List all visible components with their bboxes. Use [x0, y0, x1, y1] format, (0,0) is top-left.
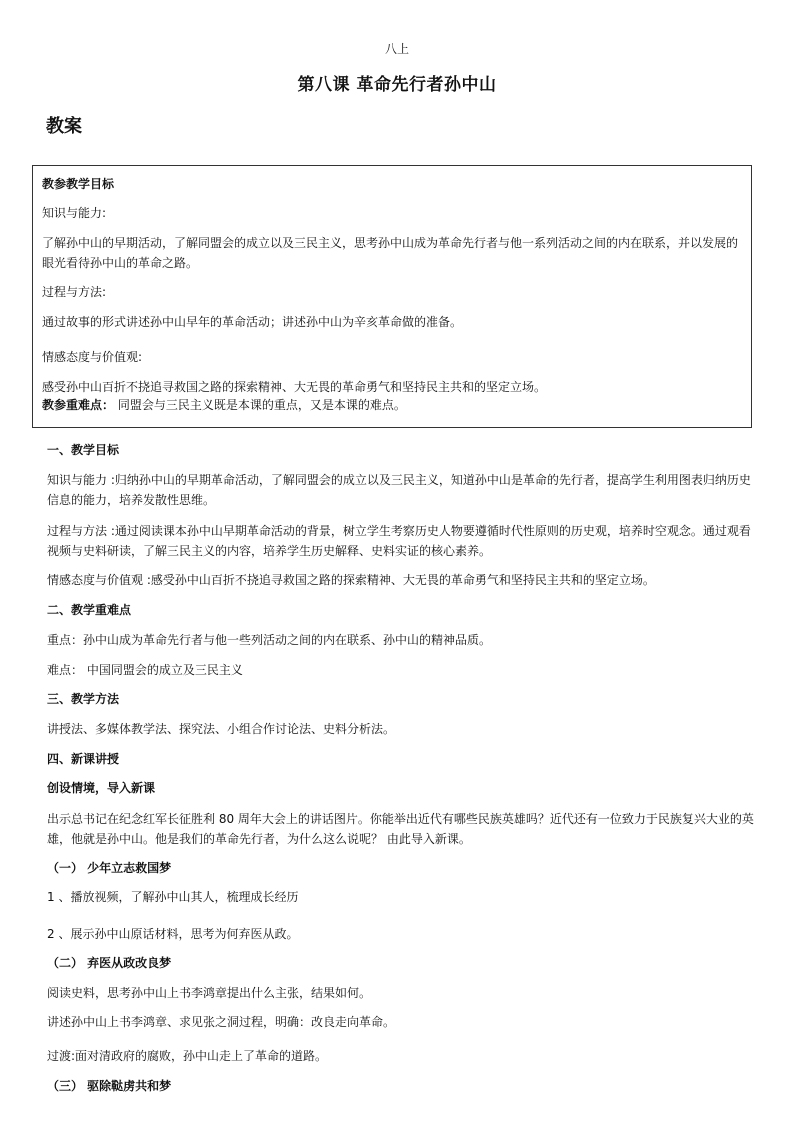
emotion-text: 感受孙中山百折不挠追寻救国之路的探索精神、大无畏的革命勇气和坚持民主共和的坚定立场。 — [42, 380, 547, 394]
part1-heading: （一） 少年立志救国梦 — [47, 861, 172, 875]
process-label: 过程与方法: — [42, 285, 107, 299]
keypoints-line — [42, 396, 406, 414]
page-title: 第八课 革命先行者孙中山 — [297, 75, 497, 95]
emotion-label: 情感态度与价值观: — [42, 350, 143, 364]
section-heading-objectives: 一、教学目标 — [47, 443, 120, 457]
reference-objectives-box — [32, 165, 752, 428]
part2-text-1: 阅读史料，思考孙中山上书李鸿章提出什么主张，结果如何。 — [47, 986, 372, 1000]
keypoints-label: 教参重难点： — [42, 398, 115, 412]
difficult-point: 难点： 中国同盟会的成立及三民主义 — [47, 663, 243, 677]
box-heading: 教参教学目标 — [42, 177, 115, 191]
part2-transition: 过渡:面对清政府的腐败，孙中山走上了革命的道路。 — [47, 1049, 328, 1063]
section-heading-keypoints: 二、教学重难点 — [47, 603, 132, 617]
document-type: 教案 — [46, 116, 82, 137]
objective-knowledge: 知识与能力 :归纳孙中山的早期革命活动，了解同盟会的成立以及三民主义，知道孙中山是革命的先行者，提高学生利用图表归纳历史信息的能力，培养发散性思维。 — [47, 473, 751, 507]
process-text: 通过故事的形式讲述孙中山早年的革命活动；讲述孙中山为辛亥革命做的准备。 — [42, 315, 463, 329]
part1-item-2: 2 、展示孙中山原话材料，思考为何弃医从政。 — [47, 927, 299, 941]
part2-heading: （二） 弃医从政改良梦 — [47, 956, 172, 970]
part3-heading: （三） 驱除鞑虏共和梦 — [47, 1079, 172, 1093]
knowledge-label: 知识与能力: — [42, 206, 107, 220]
intro-text: 出示总书记在纪念红军长征胜利 80 周年大会上的讲话图片。你能举出近代有哪些民族英雄吗？近代还有一位致力于民族复兴大业的英雄，他就是孙中山。他是我们的革命先行者，为什么这么说呢？ 由此导入新课。 — [47, 812, 754, 846]
key-point: 重点：孙中山成为革命先行者与他一些列活动之间的内在联系、孙中山的精神品质。 — [47, 633, 492, 647]
teaching-methods: 讲授法、多媒体教学法、探究法、小组合作讨论法、史料分析法。 — [47, 722, 396, 736]
objective-emotion: 情感态度与价值观 :感受孙中山百折不挠追寻救国之路的探索精神、大无畏的革命勇气和坚持民主共和的坚定立场。 — [47, 573, 655, 587]
knowledge-text: 了解孙中山的早期活动，了解同盟会的成立以及三民主义，思考孙中山成为革命先行者与他一系列活动之间的内在联系，并以发展的眼光看待孙中山的革命之路。 — [42, 236, 739, 270]
keypoints-text: 同盟会与三民主义既是本课的重点，又是本课的难点。 — [114, 398, 406, 412]
section-heading-methods: 三、教学方法 — [47, 692, 120, 706]
part1-item-1: 1 、播放视频，了解孙中山其人，梳理成长经历 — [47, 890, 299, 904]
grade-label: 八上 — [384, 42, 409, 56]
section-heading-lesson: 四、新课讲授 — [47, 752, 120, 766]
part2-text-2: 讲述孙中山上书李鸿章、求见张之洞过程，明确：改良走向革命。 — [47, 1015, 396, 1029]
intro-heading: 创设情境，导入新课 — [47, 781, 156, 795]
objective-process: 过程与方法 :通过阅读课本孙中山早期革命活动的背景，树立学生考察历史人物要遵循时代性原则的历史观，培养时空观念。通过观看视频与史料研读，了解三民主义的内容，培养学生历史解释、史料实证的核心素养。 — [47, 524, 751, 558]
